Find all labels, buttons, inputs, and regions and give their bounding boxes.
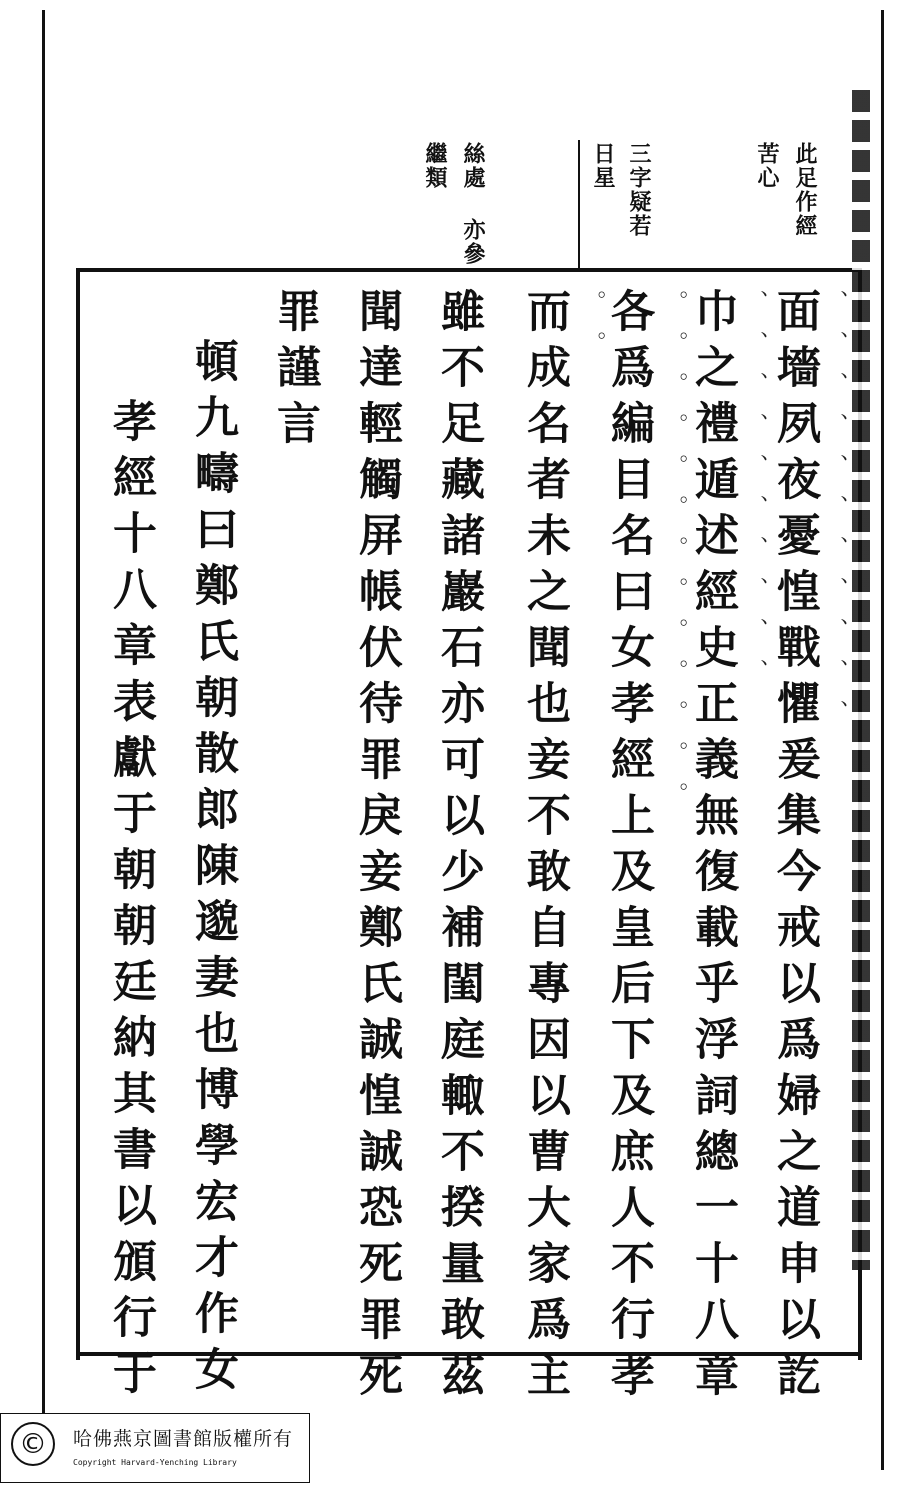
text-column: 罪謹言 (269, 288, 320, 456)
header-rule (76, 268, 862, 272)
stamp-chinese-text: 哈佛燕京圖書館版權所有 (73, 1428, 294, 1450)
inner-left-border (76, 268, 80, 1360)
binding-edge (852, 90, 870, 1270)
margin-note: 苦心 (754, 142, 780, 190)
copyright-icon: © (11, 1422, 55, 1466)
margin-note: 絲處 (460, 142, 486, 190)
text-column: 而成名者未之聞也妾不敢自專因以曹大家爲主 (519, 288, 570, 1408)
margin-note: 亦參 (460, 218, 486, 266)
text-column: 面墻夙夜憂惶戰懼爰集今戒以爲婦之道申以訖 (769, 288, 820, 1408)
punctuation-marks: 、、、、、、、、、、 (743, 290, 768, 711)
punctuation-marks: 、、、、、、、、、、、 (823, 290, 848, 752)
copyright-stamp (0, 1413, 310, 1483)
punctuation-marks: 。。 (581, 290, 606, 383)
margin-note: 三字疑若 (626, 142, 652, 238)
margin-note: 繼類 (422, 142, 448, 190)
text-column: 聞達輕觸屏帳伏待罪戾妾鄭氏誠惶誠恐死罪死 (351, 288, 402, 1408)
right-outer-rule (881, 10, 884, 1470)
text-column: 孝經十八章表獻于朝朝廷納其書以頒行于 (105, 398, 156, 1406)
margin-note-rule (578, 140, 580, 270)
left-outer-rule (42, 10, 45, 1440)
text-column: 雖不足藏諸巖石亦可以少補閨庭輙不揆量敢茲 (433, 288, 484, 1408)
text-column: 各爲編目名曰女孝經上及皇后下及庶人不行孝 (603, 288, 654, 1408)
text-column: 頓九疇曰鄭氏朝散郎陳邈妻也博學宏才作女 (187, 338, 238, 1402)
punctuation-marks: 。。。。。。。。。。。。。 (663, 290, 688, 834)
stamp-english-text: Copyright Harvard-Yenching Library (73, 1458, 237, 1467)
margin-note: 此足作經 (792, 142, 818, 238)
margin-note: 日星 (590, 142, 616, 190)
text-column: 巾之禮遁述經史正義無復載乎浮詞總一十八章 (687, 288, 738, 1408)
